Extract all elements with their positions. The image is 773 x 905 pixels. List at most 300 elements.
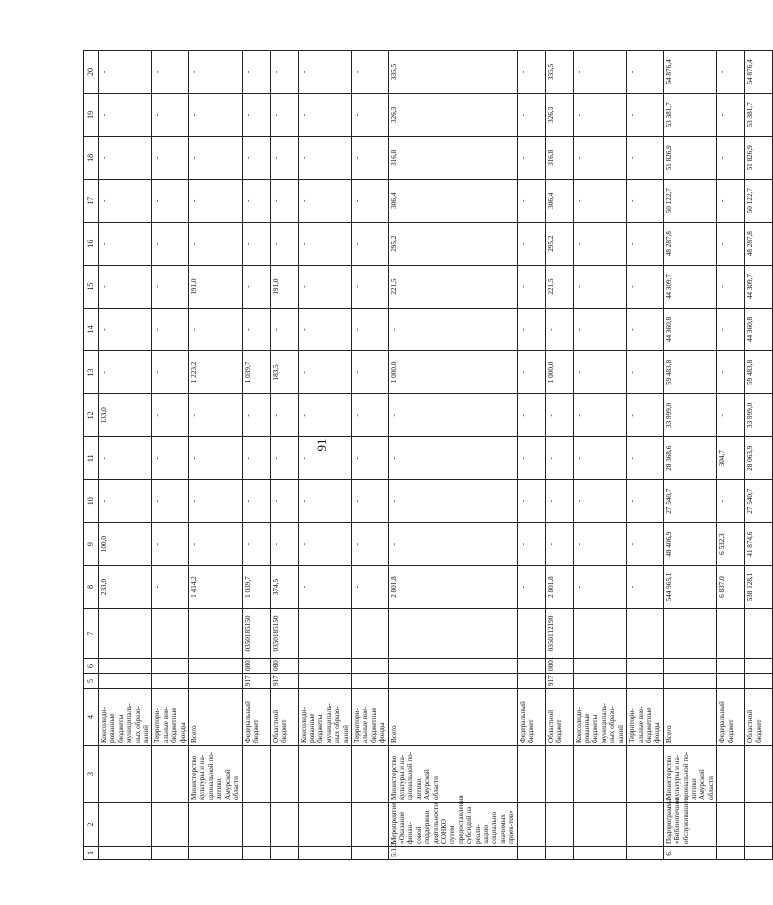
cell-col-8: 538 128,1: [745, 566, 773, 609]
cell-col-19: -: [627, 93, 664, 136]
column-header: 3: [84, 746, 99, 803]
cell-col-11: -: [242, 437, 270, 480]
column-header: 19: [84, 93, 99, 136]
cell-col-2: [99, 803, 152, 847]
cell-col-10: -: [517, 480, 545, 523]
cell-col-10: -: [99, 480, 152, 523]
cell-col-6: [663, 659, 716, 674]
cell-col-1: [573, 847, 626, 860]
cell-col-15: 221,5: [545, 265, 573, 308]
cell-col-11: -: [351, 437, 388, 480]
cell-col-2: [545, 803, 573, 847]
cell-col-5: 917: [545, 674, 573, 689]
cell-col-6: 0801: [270, 659, 298, 674]
cell-col-4: Консолиди-рованные бюджеты муниципаль-ных образо-ваний: [298, 689, 351, 746]
cell-col-13: -: [152, 351, 189, 394]
cell-col-5: [627, 674, 664, 689]
column-header: 17: [84, 179, 99, 222]
cell-col-4: Консолиди-рованные бюджеты муниципаль-ных образо-ваний: [573, 689, 626, 746]
cell-col-4: Федеральный бюджет: [517, 689, 545, 746]
cell-col-2: Мероприятие «Оказание финан-совой поддержки деятельности СОНКО путем предоставления субсидий на реали-зацию социально значимых проек-тов»: [388, 803, 517, 847]
cell-col-18: -: [717, 136, 745, 179]
cell-col-12: -: [189, 394, 242, 437]
cell-col-17: -: [99, 179, 152, 222]
cell-col-9: -: [545, 523, 573, 566]
cell-col-4: Федеральный бюджет: [242, 689, 270, 746]
cell-col-14: -: [517, 308, 545, 351]
cell-col-13: -: [99, 351, 152, 394]
cell-col-17: 50 122,7: [663, 179, 716, 222]
cell-col-2: [189, 803, 242, 847]
cell-col-11: -: [388, 437, 517, 480]
cell-col-14: -: [388, 308, 517, 351]
cell-col-8: 6 837,0: [717, 566, 745, 609]
budget-table: [83, 50, 773, 860]
table-row: [388, 51, 517, 860]
cell-col-3: Министерство культуры и на-циональной по-литики Амурской области: [663, 746, 716, 803]
cell-col-5: [517, 674, 545, 689]
cell-col-16: -: [242, 222, 270, 265]
cell-col-1: [189, 847, 242, 860]
cell-col-5: [717, 674, 745, 689]
cell-col-12: -: [545, 394, 573, 437]
cell-col-19: -: [351, 93, 388, 136]
cell-col-7: 0350185150: [270, 609, 298, 659]
cell-col-19: -: [298, 93, 351, 136]
cell-col-20: -: [627, 51, 664, 94]
column-header: 15: [84, 265, 99, 308]
cell-col-1: [242, 847, 270, 860]
cell-col-20: -: [717, 51, 745, 94]
cell-col-3: [717, 746, 745, 803]
cell-col-17: -: [152, 179, 189, 222]
table-row: [270, 51, 298, 860]
cell-col-20: -: [152, 51, 189, 94]
cell-col-18: 51 826,9: [663, 136, 716, 179]
cell-col-8: 2 801,8: [388, 566, 517, 609]
cell-col-13: 59 483,8: [663, 351, 716, 394]
cell-col-17: -: [298, 179, 351, 222]
cell-col-9: -: [298, 523, 351, 566]
table-row: [663, 51, 716, 860]
cell-col-14: 44 360,8: [663, 308, 716, 351]
cell-col-16: 48 287,8: [745, 222, 773, 265]
cell-col-3: [545, 746, 573, 803]
cell-col-9: 6 532,3: [717, 523, 745, 566]
cell-col-19: -: [270, 93, 298, 136]
cell-col-8: 374,5: [270, 566, 298, 609]
cell-col-7: [745, 609, 773, 659]
cell-col-3: [351, 746, 388, 803]
cell-col-12: -: [717, 394, 745, 437]
cell-col-2: [242, 803, 270, 847]
cell-col-11: 304,7: [717, 437, 745, 480]
cell-col-5: [189, 674, 242, 689]
cell-col-13: 183,5: [270, 351, 298, 394]
cell-col-15: 44 309,7: [663, 265, 716, 308]
column-header: 14: [84, 308, 99, 351]
cell-col-11: 28 368,6: [663, 437, 716, 480]
cell-col-2: [298, 803, 351, 847]
cell-col-14: -: [351, 308, 388, 351]
table-row: [99, 51, 152, 860]
cell-col-4: Территори-альные вне-бюджетные фонды: [152, 689, 189, 746]
cell-col-16: -: [573, 222, 626, 265]
cell-col-7: 0350185150: [242, 609, 270, 659]
cell-col-4: Всего: [189, 689, 242, 746]
cell-col-15: 191,0: [189, 265, 242, 308]
column-header: 16: [84, 222, 99, 265]
column-header: 10: [84, 480, 99, 523]
cell-col-10: -: [242, 480, 270, 523]
cell-col-11: -: [99, 437, 152, 480]
cell-col-15: -: [298, 265, 351, 308]
column-header: 12: [84, 394, 99, 437]
cell-col-5: 917: [270, 674, 298, 689]
cell-col-7: [298, 609, 351, 659]
cell-col-15: -: [573, 265, 626, 308]
cell-col-13: -: [298, 351, 351, 394]
cell-col-8: -: [152, 566, 189, 609]
cell-col-15: -: [517, 265, 545, 308]
cell-col-17: 50 122,7: [745, 179, 773, 222]
cell-col-6: [152, 659, 189, 674]
column-header: 20: [84, 51, 99, 94]
cell-col-10: -: [717, 480, 745, 523]
cell-col-1: [99, 847, 152, 860]
cell-col-3: [242, 746, 270, 803]
table-row: [242, 51, 270, 860]
cell-col-1: 6.: [663, 847, 716, 860]
cell-col-1: [298, 847, 351, 860]
cell-col-4: Федеральный бюджет: [717, 689, 745, 746]
cell-col-19: -: [517, 93, 545, 136]
cell-col-6: [298, 659, 351, 674]
cell-col-6: 0801: [242, 659, 270, 674]
cell-col-9: -: [189, 523, 242, 566]
table-row: [717, 51, 745, 860]
cell-col-7: [351, 609, 388, 659]
cell-col-8: -: [351, 566, 388, 609]
cell-col-4: Всего: [663, 689, 716, 746]
cell-col-11: -: [270, 437, 298, 480]
cell-col-3: [573, 746, 626, 803]
cell-col-6: [351, 659, 388, 674]
cell-col-18: -: [189, 136, 242, 179]
cell-col-18: -: [152, 136, 189, 179]
cell-col-8: -: [517, 566, 545, 609]
cell-col-14: -: [298, 308, 351, 351]
cell-col-19: -: [152, 93, 189, 136]
cell-col-6: [717, 659, 745, 674]
cell-col-14: -: [717, 308, 745, 351]
cell-col-2: [517, 803, 545, 847]
cell-col-13: 59 483,8: [745, 351, 773, 394]
cell-col-18: -: [517, 136, 545, 179]
cell-col-11: -: [573, 437, 626, 480]
cell-col-2: [270, 803, 298, 847]
cell-col-6: [99, 659, 152, 674]
cell-col-6: [388, 659, 517, 674]
cell-col-20: -: [189, 51, 242, 94]
cell-col-7: [517, 609, 545, 659]
cell-col-16: -: [99, 222, 152, 265]
cell-col-15: -: [152, 265, 189, 308]
table-row: [627, 51, 664, 860]
cell-col-1: [717, 847, 745, 860]
cell-col-3: Министерство культуры и на-циональной по-литики Амурской области: [388, 746, 517, 803]
cell-col-1: [517, 847, 545, 860]
cell-col-16: -: [270, 222, 298, 265]
column-header: 8: [84, 566, 99, 609]
cell-col-1: [627, 847, 664, 860]
cell-col-7: [152, 609, 189, 659]
cell-col-2: [351, 803, 388, 847]
cell-col-4: Областной бюджет: [545, 689, 573, 746]
cell-col-13: 1 000,0: [388, 351, 517, 394]
cell-col-11: -: [517, 437, 545, 480]
cell-col-15: -: [351, 265, 388, 308]
column-header: 7: [84, 609, 99, 659]
cell-col-20: -: [517, 51, 545, 94]
column-header: 11: [84, 437, 99, 480]
cell-col-9: -: [152, 523, 189, 566]
cell-col-19: 326,3: [388, 93, 517, 136]
cell-col-12: -: [270, 394, 298, 437]
cell-col-9: -: [388, 523, 517, 566]
page-number: 91: [314, 438, 329, 452]
cell-col-10: 27 540,7: [663, 480, 716, 523]
cell-col-18: -: [242, 136, 270, 179]
cell-col-16: -: [717, 222, 745, 265]
cell-col-12: -: [388, 394, 517, 437]
cell-col-15: -: [99, 265, 152, 308]
cell-col-13: -: [573, 351, 626, 394]
cell-col-11: -: [298, 437, 351, 480]
cell-col-19: -: [242, 93, 270, 136]
cell-col-10: -: [627, 480, 664, 523]
cell-col-8: 1 039,7: [242, 566, 270, 609]
cell-col-8: 2 801,8: [545, 566, 573, 609]
cell-col-4: Консолиди-рованные бюджеты муниципаль-ных образо-ваний: [99, 689, 152, 746]
cell-col-8: -: [573, 566, 626, 609]
cell-col-20: 54 876,4: [663, 51, 716, 94]
cell-col-1: [745, 847, 773, 860]
cell-col-9: -: [351, 523, 388, 566]
cell-col-19: -: [99, 93, 152, 136]
column-header: 18: [84, 136, 99, 179]
cell-col-14: -: [152, 308, 189, 351]
cell-col-16: 295,2: [545, 222, 573, 265]
cell-col-14: -: [627, 308, 664, 351]
cell-col-9: -: [242, 523, 270, 566]
cell-col-7: [717, 609, 745, 659]
cell-col-16: -: [152, 222, 189, 265]
cell-col-14: -: [545, 308, 573, 351]
cell-col-12: -: [351, 394, 388, 437]
cell-col-5: [351, 674, 388, 689]
cell-col-4: Территори-альные вне-бюджетные фонды: [351, 689, 388, 746]
cell-col-13: 1 223,2: [189, 351, 242, 394]
cell-col-12: 133,0: [99, 394, 152, 437]
cell-col-7: [99, 609, 152, 659]
cell-col-6: [517, 659, 545, 674]
cell-col-10: -: [298, 480, 351, 523]
cell-col-4: Всего: [388, 689, 517, 746]
cell-col-2: [573, 803, 626, 847]
cell-col-18: -: [270, 136, 298, 179]
cell-col-17: -: [627, 179, 664, 222]
cell-col-17: -: [573, 179, 626, 222]
cell-col-13: -: [627, 351, 664, 394]
cell-col-14: -: [573, 308, 626, 351]
cell-col-5: [99, 674, 152, 689]
cell-col-9: -: [517, 523, 545, 566]
cell-col-5: [663, 674, 716, 689]
cell-col-5: [298, 674, 351, 689]
cell-col-13: -: [351, 351, 388, 394]
cell-col-17: -: [270, 179, 298, 222]
cell-col-11: 28 063,9: [745, 437, 773, 480]
cell-col-20: -: [270, 51, 298, 94]
cell-col-13: 1 039,7: [242, 351, 270, 394]
cell-col-3: [517, 746, 545, 803]
column-header: 13: [84, 351, 99, 394]
cell-col-10: -: [270, 480, 298, 523]
cell-col-5: [388, 674, 517, 689]
cell-col-16: -: [189, 222, 242, 265]
cell-col-10: 27 540,7: [745, 480, 773, 523]
cell-col-4: Областной бюджет: [745, 689, 773, 746]
cell-col-10: -: [152, 480, 189, 523]
table-row: [517, 51, 545, 860]
cell-col-8: 544 965,1: [663, 566, 716, 609]
cell-col-14: -: [270, 308, 298, 351]
cell-col-9: -: [627, 523, 664, 566]
cell-col-9: -: [270, 523, 298, 566]
cell-col-12: -: [517, 394, 545, 437]
cell-col-14: -: [99, 308, 152, 351]
cell-col-2: [627, 803, 664, 847]
cell-col-8: -: [627, 566, 664, 609]
cell-col-16: 48 287,8: [663, 222, 716, 265]
cell-col-5: 917: [242, 674, 270, 689]
cell-col-20: 335,5: [388, 51, 517, 94]
cell-col-16: -: [298, 222, 351, 265]
cell-col-8: 1 414,2: [189, 566, 242, 609]
cell-col-20: 54 876,4: [745, 51, 773, 94]
cell-col-2: [152, 803, 189, 847]
cell-col-6: [189, 659, 242, 674]
cell-col-6: 0801: [545, 659, 573, 674]
table-row: [351, 51, 388, 860]
cell-col-4: Территори-альные вне-бюджетные фонды: [627, 689, 664, 746]
cell-col-1: [152, 847, 189, 860]
cell-col-6: [573, 659, 626, 674]
cell-col-15: 221,5: [388, 265, 517, 308]
cell-col-8: -: [298, 566, 351, 609]
cell-col-18: 316,8: [545, 136, 573, 179]
table-row: [152, 51, 189, 860]
cell-col-16: -: [351, 222, 388, 265]
cell-col-19: -: [717, 93, 745, 136]
cell-col-7: [189, 609, 242, 659]
cell-col-3: [298, 746, 351, 803]
cell-col-3: [745, 746, 773, 803]
table-row: [545, 51, 573, 860]
cell-col-17: -: [351, 179, 388, 222]
cell-col-14: -: [189, 308, 242, 351]
cell-col-20: -: [298, 51, 351, 94]
table-row: [745, 51, 773, 860]
cell-col-18: -: [351, 136, 388, 179]
cell-col-19: 326,3: [545, 93, 573, 136]
cell-col-10: -: [545, 480, 573, 523]
cell-col-3: Министерство культуры и на-циональной по-литики Амурской области: [189, 746, 242, 803]
column-header: 6: [84, 659, 99, 674]
cell-col-6: [627, 659, 664, 674]
cell-col-10: -: [351, 480, 388, 523]
cell-col-18: -: [627, 136, 664, 179]
cell-col-12: 33 999,0: [745, 394, 773, 437]
cell-col-18: 316,8: [388, 136, 517, 179]
cell-col-19: 53 381,7: [663, 93, 716, 136]
cell-col-12: -: [242, 394, 270, 437]
cell-col-1: [545, 847, 573, 860]
cell-col-19: 53 381,7: [745, 93, 773, 136]
column-header: 2: [84, 803, 99, 847]
cell-col-5: [573, 674, 626, 689]
cell-col-13: -: [517, 351, 545, 394]
cell-col-2: Подпрограмма «Библиотечное обслуживание»: [663, 803, 716, 847]
cell-col-12: -: [152, 394, 189, 437]
cell-col-5: [152, 674, 189, 689]
cell-col-17: -: [717, 179, 745, 222]
cell-col-2: [745, 803, 773, 847]
cell-col-1: 5.1.3.: [388, 847, 517, 860]
cell-col-11: -: [152, 437, 189, 480]
cell-col-4: Областной бюджет: [270, 689, 298, 746]
cell-col-7: [627, 609, 664, 659]
cell-col-1: [351, 847, 388, 860]
cell-col-3: [627, 746, 664, 803]
cell-col-18: -: [573, 136, 626, 179]
cell-col-16: 295,2: [388, 222, 517, 265]
cell-col-13: 1 000,0: [545, 351, 573, 394]
cell-col-18: -: [99, 136, 152, 179]
cell-col-14: -: [242, 308, 270, 351]
header-row: [84, 51, 99, 860]
column-header: 9: [84, 523, 99, 566]
cell-col-16: -: [517, 222, 545, 265]
cell-col-9: 100,0: [99, 523, 152, 566]
cell-col-10: -: [189, 480, 242, 523]
cell-col-19: -: [573, 93, 626, 136]
cell-col-6: [745, 659, 773, 674]
cell-col-9: -: [573, 523, 626, 566]
cell-col-20: -: [573, 51, 626, 94]
cell-col-12: -: [627, 394, 664, 437]
cell-col-17: -: [517, 179, 545, 222]
cell-col-12: -: [298, 394, 351, 437]
cell-col-17: 306,4: [545, 179, 573, 222]
cell-col-15: -: [627, 265, 664, 308]
cell-col-20: -: [242, 51, 270, 94]
cell-col-7: [388, 609, 517, 659]
cell-col-18: 51 826,9: [745, 136, 773, 179]
cell-col-11: -: [627, 437, 664, 480]
cell-col-17: 306,4: [388, 179, 517, 222]
